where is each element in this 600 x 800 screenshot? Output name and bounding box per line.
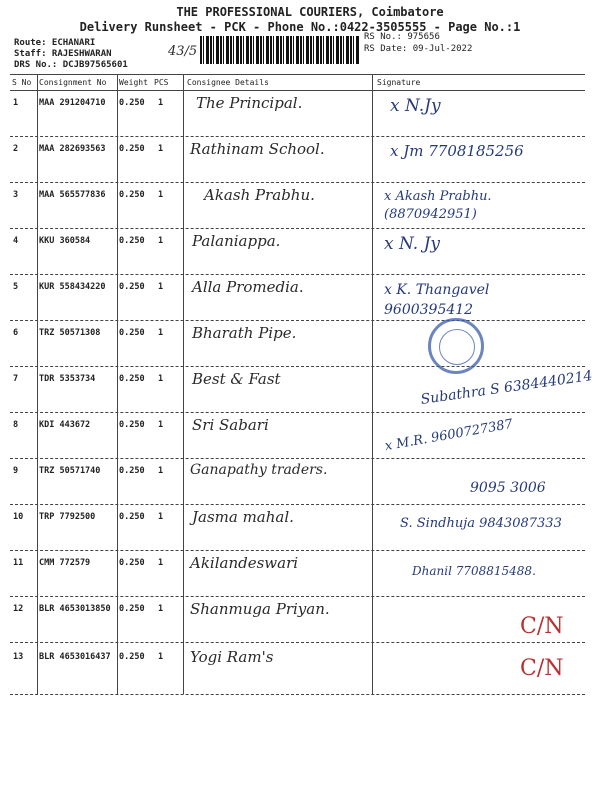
delivery-stamp <box>428 318 484 374</box>
row-separator <box>10 642 585 643</box>
handwritten-count: 43/5 <box>168 44 198 59</box>
row-separator <box>10 182 585 183</box>
row-weight: 0.250 <box>119 190 145 200</box>
row-pcs: 1 <box>158 98 164 108</box>
row-separator <box>10 504 585 505</box>
row-signature: C/N <box>520 656 564 681</box>
row-sno: 8 <box>13 420 19 430</box>
row-consignee: Yogi Ram's <box>190 648 274 666</box>
row-consignee: Jasma mahal. <box>192 508 294 526</box>
col-header-consignee: Consignee Details <box>187 78 269 87</box>
col-header-weight: Weight <box>119 78 148 87</box>
row-signature: x M.R. 9600727387 <box>383 416 514 455</box>
rs-number: RS No.: 975656 <box>364 32 440 42</box>
row-consignee: Palaniappa. <box>192 232 281 250</box>
col-divider <box>117 74 118 694</box>
row-signature: x Jm 7708185256 <box>390 142 524 160</box>
row-weight: 0.250 <box>119 420 145 430</box>
row-separator <box>10 694 585 695</box>
row-pcs: 1 <box>158 190 164 200</box>
row-sno: 10 <box>13 512 24 522</box>
row-sno: 5 <box>13 282 19 292</box>
row-sno: 1 <box>13 98 19 108</box>
row-weight: 0.250 <box>119 558 145 568</box>
row-weight: 0.250 <box>119 328 145 338</box>
row-sno: 12 <box>13 604 24 614</box>
row-pcs: 1 <box>158 558 164 568</box>
row-consignee: Shanmuga Priyan. <box>190 600 330 618</box>
row-signature: C/N <box>520 614 564 639</box>
row-separator <box>10 412 585 413</box>
col-header-signature: Signature <box>377 78 421 87</box>
row-separator <box>10 366 585 367</box>
row-consignee: Ganapathy traders. <box>190 462 328 478</box>
row-sno: 7 <box>13 374 19 384</box>
staff-label: Staff: RAJESHWARAN <box>14 49 112 59</box>
row-consignment-no: TDR 5353734 <box>39 374 96 384</box>
table-top-border <box>10 74 585 75</box>
row-consignment-no: CMM 772579 <box>39 558 91 568</box>
row-consignment-no: TRZ 50571740 <box>39 466 101 476</box>
document-title: THE PROFESSIONAL COURIERS, Coimbatore <box>176 5 444 19</box>
row-pcs: 1 <box>158 236 164 246</box>
row-signature: 9095 3006 <box>470 480 546 496</box>
route-label: Route: ECHANARI <box>14 38 96 48</box>
row-consignee: Bharath Pipe. <box>192 324 297 342</box>
row-separator <box>10 320 585 321</box>
row-consignment-no: MAA 291204710 <box>39 98 106 108</box>
row-sno: 9 <box>13 466 19 476</box>
row-separator <box>10 550 585 551</box>
row-pcs: 1 <box>158 374 164 384</box>
row-pcs: 1 <box>158 466 164 476</box>
row-weight: 0.250 <box>119 512 145 522</box>
row-weight: 0.250 <box>119 374 145 384</box>
row-consignment-no: BLR 4653016437 <box>39 652 111 662</box>
row-signature: x N. Jy <box>384 234 441 254</box>
table-header-border <box>10 90 585 91</box>
row-consignee: Rathinam School. <box>190 140 325 158</box>
row-separator <box>10 596 585 597</box>
col-divider <box>183 74 184 694</box>
row-pcs: 1 <box>158 604 164 614</box>
row-pcs: 1 <box>158 144 164 154</box>
barcode <box>200 36 360 64</box>
col-header-consignment: Consignment No <box>39 78 107 87</box>
row-consignment-no: KDI 443672 <box>39 420 91 430</box>
row-sno: 3 <box>13 190 19 200</box>
col-divider <box>372 74 373 694</box>
row-signature: x N.Jy <box>390 96 441 116</box>
row-signature: Dhanil 7708815488. <box>412 564 536 578</box>
drs-label: DRS No.: DCJB97565601 <box>14 60 128 70</box>
document-subtitle: Delivery Runsheet - PCK - Phone No.:0422-3505555 - Page No.:1 <box>79 20 521 34</box>
row-pcs: 1 <box>158 652 164 662</box>
row-consignment-no: BLR 4653013850 <box>39 604 111 614</box>
col-header-pcs: PCS <box>154 78 169 87</box>
rs-date: RS Date: 09-Jul-2022 <box>364 44 473 54</box>
row-weight: 0.250 <box>119 652 145 662</box>
row-signature: x K. Thangavel 9600395412 <box>384 282 490 318</box>
row-pcs: 1 <box>158 420 164 430</box>
row-sno: 4 <box>13 236 19 246</box>
row-consignee: Akilandeswari <box>190 554 299 572</box>
row-separator <box>10 136 585 137</box>
row-consignment-no: MAA 282693563 <box>39 144 106 154</box>
row-pcs: 1 <box>158 512 164 522</box>
row-pcs: 1 <box>158 328 164 338</box>
row-consignee: Sri Sabari <box>192 416 269 434</box>
row-signature: Subathra S 6384440214 <box>419 368 594 408</box>
row-consignee: Akash Prabhu. <box>204 186 315 204</box>
row-consignee: Alla Promedia. <box>192 278 304 296</box>
row-sno: 6 <box>13 328 19 338</box>
row-separator <box>10 274 585 275</box>
col-divider <box>37 74 38 694</box>
row-signature: x Akash Prabhu. (8870942951) <box>384 189 492 222</box>
row-consignment-no: KKU 360584 <box>39 236 91 246</box>
row-consignee: Best & Fast <box>192 370 281 388</box>
row-consignment-no: KUR 558434220 <box>39 282 106 292</box>
row-sno: 2 <box>13 144 19 154</box>
row-weight: 0.250 <box>119 282 145 292</box>
row-weight: 0.250 <box>119 144 145 154</box>
row-signature: S. Sindhuja 9843087333 <box>400 516 562 531</box>
row-separator <box>10 458 585 459</box>
row-sno: 13 <box>13 652 24 662</box>
row-consignment-no: MAA 565577836 <box>39 190 106 200</box>
col-header-sno: S No <box>12 78 32 87</box>
row-pcs: 1 <box>158 282 164 292</box>
row-separator <box>10 228 585 229</box>
row-weight: 0.250 <box>119 98 145 108</box>
row-consignment-no: TRP 7792500 <box>39 512 96 522</box>
row-sno: 11 <box>13 558 24 568</box>
row-consignee: The Principal. <box>196 94 303 112</box>
row-consignment-no: TRZ 50571308 <box>39 328 101 338</box>
row-weight: 0.250 <box>119 236 145 246</box>
row-weight: 0.250 <box>119 466 145 476</box>
row-weight: 0.250 <box>119 604 145 614</box>
